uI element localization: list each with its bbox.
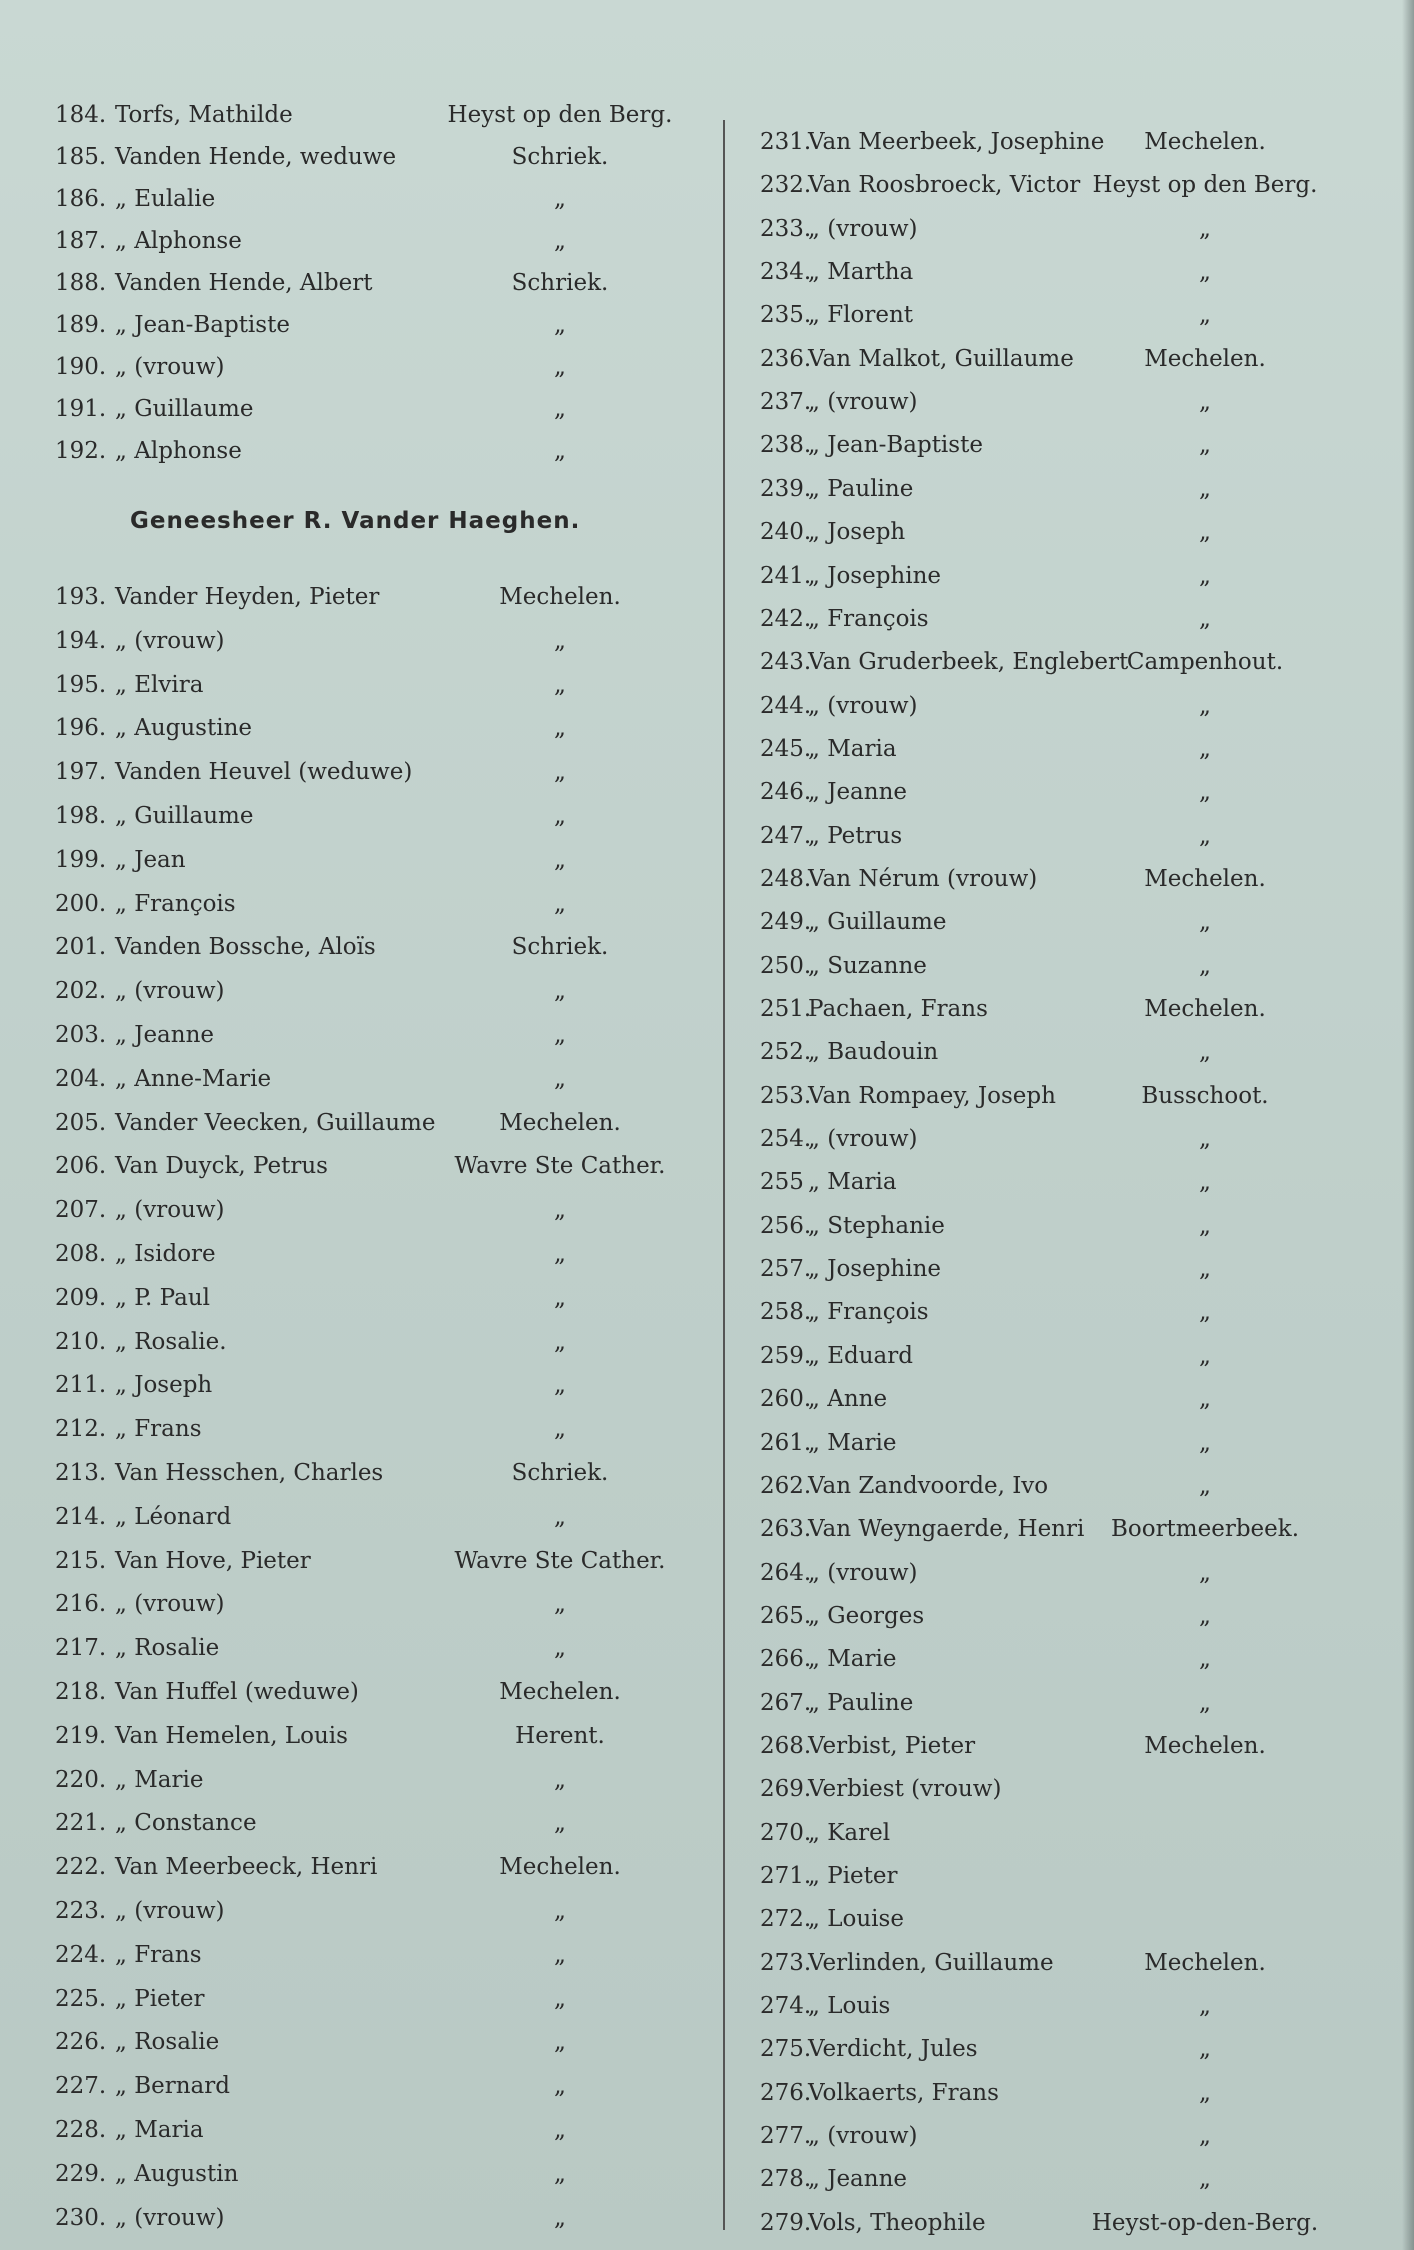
entry-place: „ [554, 312, 566, 338]
entry-number: 234. [760, 259, 812, 286]
entry-name: „ Eulalie [115, 186, 216, 212]
entry-number: 246. [760, 779, 812, 806]
entry-name: „ (vrouw) [808, 215, 918, 242]
entry-number: 238. [760, 432, 812, 459]
entry-name: „ Josephine [808, 562, 942, 589]
entry-name: „ Eduard [808, 1342, 913, 1369]
entry-place: „ [1199, 822, 1211, 849]
entry-name: „ Karel [808, 1819, 891, 1846]
entry-place: „ [1199, 1646, 1211, 1673]
entry-place: „ [1199, 562, 1211, 589]
entry-number: 216. [55, 1591, 107, 1618]
entry-number: 235. [760, 302, 812, 329]
entry-number: 263. [760, 1516, 812, 1543]
entry-place: „ [554, 1022, 566, 1048]
entry-name: „ Rosalie [115, 1635, 220, 1662]
entry-name: Van Huffel (weduwe) [115, 1679, 359, 1705]
entry-name: „ Pieter [808, 1863, 898, 1889]
entry-name: „ (vrouw) [808, 389, 918, 416]
entry-name: Pachaen, Frans [808, 996, 988, 1022]
entry-name: „ Pauline [808, 475, 914, 502]
entry-place: „ [1199, 1689, 1211, 1716]
entry-name: „ Jean-Baptiste [808, 432, 983, 459]
entry-name: „ Anne [808, 1386, 888, 1413]
entry-place: Schriek. [511, 144, 609, 170]
entry-place: Wavre Ste Cather. [454, 1153, 666, 1180]
entry-place: Campenhout. [1126, 649, 1284, 676]
entry-place: „ [554, 2160, 566, 2187]
entry-number: 194. [55, 627, 107, 654]
entry-place: Mechelen. [499, 1109, 621, 1136]
entry-place: „ [554, 1810, 566, 1837]
entry-number: 187. [55, 228, 107, 254]
entry-name: „ P. Paul [115, 1284, 210, 1311]
entry-place: „ [554, 978, 566, 1005]
entry-name: „ Pauline [808, 1689, 914, 1716]
entry-place: „ [554, 1065, 566, 1092]
entry-place: Schriek. [511, 1460, 609, 1486]
entry-name: „ Léonard [115, 1503, 232, 1530]
entry-name: Van Malkot, Guillaume [808, 345, 1074, 372]
entry-place: Busschoot. [1141, 1082, 1269, 1109]
entry-number: 190. [55, 354, 107, 380]
entry-number: 219. [55, 1722, 107, 1749]
entry-number: 244. [760, 692, 812, 719]
entry-number: 253. [760, 1082, 812, 1109]
entry-name: „ Martha [808, 259, 914, 286]
entry-name: Van Hove, Pieter [115, 1547, 311, 1574]
entry-number: 252. [760, 1039, 812, 1066]
entry-number: 202. [55, 978, 107, 1005]
entry-number: 199. [55, 846, 107, 873]
entry-place: Mechelen. [1144, 1949, 1266, 1976]
entry-place: „ [1199, 1429, 1211, 1456]
entry-name: Van Zandvoorde, Ivo [808, 1472, 1049, 1499]
entry-number: 250. [760, 952, 812, 979]
entry-name: „ Pieter [115, 1985, 205, 2012]
entry-place: „ [554, 627, 566, 654]
entry-place: „ [1199, 259, 1211, 286]
entry-number: 249. [760, 909, 812, 936]
entry-number: 225. [55, 1985, 107, 2012]
entry-place: „ [1199, 1472, 1211, 1499]
entry-name: Vanden Heuvel (weduwe) [115, 759, 413, 786]
entry-place: Mechelen. [1144, 865, 1266, 892]
entry-place: „ [1199, 475, 1211, 502]
entry-name: „ François [115, 890, 236, 917]
entry-number: 272. [760, 1906, 812, 1933]
entry-place: „ [554, 1898, 566, 1924]
entry-place: Schriek. [511, 270, 609, 296]
entry-name: „ (vrouw) [115, 1591, 225, 1618]
entry-place: „ [554, 803, 566, 829]
entry-number: 257. [760, 1256, 812, 1283]
entry-name: „ (vrouw) [808, 692, 918, 719]
column-divider [723, 120, 725, 2230]
entry-place: „ [554, 186, 566, 212]
entry-place: „ [554, 1591, 566, 1618]
entry-place: „ [554, 759, 566, 786]
entry-name: „ Josephine [808, 1256, 942, 1283]
entry-name: „ Guillaume [115, 396, 254, 422]
entry-number: 228. [55, 2117, 107, 2143]
entry-place: „ [554, 2073, 566, 2100]
entry-place: „ [1199, 1299, 1211, 1326]
entry-number: 192. [55, 438, 107, 464]
entry-place: „ [554, 1985, 566, 2012]
entry-place: Heyst op den Berg. [447, 102, 673, 128]
entry-name: „ Anne-Marie [115, 1065, 272, 1092]
entry-number: 226. [55, 2029, 107, 2056]
entry-name: Van Duyck, Petrus [115, 1153, 328, 1180]
entry-place: „ [554, 1197, 566, 1224]
entry-name: „ Maria [808, 735, 897, 762]
entry-name: „ Maria [808, 1169, 897, 1196]
entry-place: „ [554, 1635, 566, 1662]
entry-name: Van Roosbroeck, Victor [808, 172, 1081, 199]
entry-number: 207. [55, 1197, 107, 1224]
entry-number: 224. [55, 1941, 107, 1968]
entry-name: „ Maria [115, 2117, 204, 2143]
entry-number: 186. [55, 186, 107, 212]
entry-name: „ Joseph [808, 519, 906, 546]
entry-name: „ Jean [115, 846, 186, 873]
entry-name: Verbiest (vrouw) [808, 1776, 1002, 1803]
entry-place: „ [1199, 1169, 1211, 1196]
entry-name: Van Meerbeeck, Henri [115, 1854, 378, 1881]
entry-place: „ [1199, 519, 1211, 546]
entry-number: 273. [760, 1949, 812, 1976]
entry-number: 259. [760, 1342, 812, 1369]
entry-name: Vols, Theophile [808, 2209, 986, 2236]
entry-number: 255 [760, 1169, 804, 1196]
entry-place: „ [1199, 389, 1211, 416]
entry-number: 185. [55, 144, 107, 170]
entry-place: „ [554, 1766, 566, 1793]
entry-name: „ Jean-Baptiste [115, 312, 290, 338]
entry-name: „ Marie [808, 1429, 897, 1456]
entry-place: „ [554, 1284, 566, 1311]
entry-name: „ François [808, 605, 929, 632]
entry-name: „ Elvira [115, 671, 204, 698]
entry-place: „ [1199, 1993, 1211, 2020]
entry-place: „ [1199, 2123, 1211, 2150]
entry-place: „ [1199, 1126, 1211, 1153]
entry-number: 184. [55, 102, 107, 128]
entry-name: „ Stephanie [808, 1212, 945, 1239]
entry-name: „ Marie [115, 1766, 204, 1793]
entry-name: „ Georges [808, 1602, 925, 1629]
entry-number: 217. [55, 1635, 107, 1662]
entry-place: „ [1199, 909, 1211, 936]
entry-number: 193. [55, 584, 107, 610]
entry-place: Herent. [515, 1722, 605, 1749]
entry-name: Vander Heyden, Pieter [115, 584, 380, 610]
entry-number: 241. [760, 562, 812, 589]
entry-place: „ [554, 1941, 566, 1968]
entry-place: Heyst op den Berg. [1092, 172, 1318, 199]
entry-name: Van Weyngaerde, Henri [808, 1516, 1085, 1543]
entry-place: „ [1199, 2166, 1211, 2193]
entry-number: 277. [760, 2123, 812, 2150]
entry-number: 196. [55, 715, 107, 742]
entry-number: 191. [55, 396, 107, 422]
entry-number: 222. [55, 1854, 107, 1881]
entry-number: 237. [760, 389, 812, 416]
entry-name: „ Louis [808, 1993, 891, 2020]
entry-number: 204. [55, 1065, 107, 1092]
entry-number: 258. [760, 1299, 812, 1326]
entry-number: 247. [760, 822, 812, 849]
entry-number: 201. [55, 934, 107, 961]
entry-place: „ [1199, 1386, 1211, 1413]
entry-number: 218. [55, 1679, 107, 1705]
entry-number: 260. [760, 1386, 812, 1413]
entry-place: „ [1199, 302, 1211, 329]
entry-place: „ [1199, 1559, 1211, 1586]
entry-number: 274. [760, 1993, 812, 2020]
entry-name: Van Meerbeek, Josephine [808, 129, 1105, 155]
entry-place: Mechelen. [1144, 129, 1266, 155]
entry-place: „ [554, 1416, 566, 1443]
entry-number: 242. [760, 605, 812, 632]
entry-number: 230. [55, 2204, 107, 2231]
entry-place: „ [1199, 2036, 1211, 2063]
entry-place: Mechelen. [1144, 1732, 1266, 1759]
entry-name: „ (vrouw) [808, 2123, 918, 2150]
entry-name: Vanden Bossche, Aloïs [115, 934, 376, 961]
entry-place: „ [1199, 1342, 1211, 1369]
entry-number: 203. [55, 1022, 107, 1048]
entry-place: „ [554, 1241, 566, 1267]
entry-place: Wavre Ste Cather. [454, 1547, 666, 1574]
entry-name: „ Augustin [115, 2160, 239, 2187]
entry-number: 251. [760, 996, 812, 1022]
entry-number: 275. [760, 2036, 812, 2063]
entry-place: Heyst-op-den-Berg. [1091, 2209, 1319, 2236]
entry-name: „ Jeanne [808, 2166, 908, 2193]
entry-name: „ Constance [115, 1810, 257, 1837]
entry-name: „ Marie [808, 1646, 897, 1673]
entry-place: „ [1199, 605, 1211, 632]
entry-name: „ François [808, 1299, 929, 1326]
entry-name: Volkaerts, Frans [808, 2079, 999, 2106]
entry-number: 233. [760, 215, 812, 242]
entry-number: 267. [760, 1689, 812, 1716]
entry-place: „ [554, 2029, 566, 2056]
entry-place: Mechelen. [1144, 996, 1266, 1022]
entry-number: 236. [760, 345, 812, 372]
entry-name: Verlinden, Guillaume [808, 1949, 1054, 1976]
entry-name: „ Guillaume [808, 909, 947, 936]
entry-name: „ (vrouw) [115, 354, 225, 380]
entry-number: 211. [55, 1372, 107, 1399]
entry-place: „ [554, 1328, 566, 1355]
entry-place: Mechelen. [499, 1679, 621, 1705]
entry-place: „ [554, 1372, 566, 1399]
entry-name: Van Hemelen, Louis [115, 1722, 348, 1749]
entry-place: „ [1199, 1602, 1211, 1629]
entry-place: „ [554, 354, 566, 380]
entry-number: 266. [760, 1646, 812, 1673]
entry-number: 240. [760, 519, 812, 546]
entry-number: 248. [760, 865, 812, 892]
entry-name: Verdicht, Jules [808, 2036, 978, 2063]
entry-name: „ Rosalie. [115, 1328, 227, 1355]
entry-number: 195. [55, 671, 107, 698]
entry-name: „ (vrouw) [115, 2204, 225, 2231]
entry-number: 215. [55, 1547, 107, 1574]
entry-number: 268. [760, 1732, 812, 1759]
entry-name: Vanden Hende, weduwe [115, 144, 397, 170]
entry-place: „ [1199, 432, 1211, 459]
entry-name: „ (vrouw) [115, 1197, 225, 1224]
entry-place: „ [1199, 735, 1211, 762]
entry-name: Van Nérum (vrouw) [808, 865, 1038, 892]
entry-number: 265. [760, 1602, 812, 1629]
entry-name: „ Frans [115, 1416, 202, 1443]
entry-number: 262. [760, 1472, 812, 1499]
entry-name: „ Bernard [115, 2073, 230, 2100]
entry-number: 208. [55, 1241, 107, 1267]
entry-number: 209. [55, 1284, 107, 1311]
entry-name: „ Suzanne [808, 952, 927, 979]
entry-number: 189. [55, 312, 107, 338]
entry-number: 231. [760, 129, 812, 155]
entry-number: 212. [55, 1416, 107, 1443]
entry-number: 278. [760, 2166, 812, 2193]
entry-name: „ Augustine [115, 715, 253, 742]
entry-number: 232. [760, 172, 812, 199]
entry-name: Van Hesschen, Charles [115, 1460, 384, 1486]
entry-name: „ Petrus [808, 822, 903, 849]
entry-number: 223. [55, 1898, 107, 1924]
entry-name: „ Joseph [115, 1372, 213, 1399]
entry-name: „ Florent [808, 302, 914, 329]
entry-name: „ Jeanne [808, 779, 908, 806]
entry-name: „ (vrouw) [115, 627, 225, 654]
entry-number: 210. [55, 1328, 107, 1355]
entry-number: 220. [55, 1766, 107, 1793]
entry-place: „ [554, 715, 566, 742]
entry-name: „ Frans [115, 1941, 202, 1968]
entry-place: Mechelen. [1144, 345, 1266, 372]
entry-name: „ (vrouw) [115, 978, 225, 1005]
entry-place: „ [1199, 952, 1211, 979]
entry-number: 213. [55, 1460, 107, 1486]
entry-number: 245. [760, 735, 812, 762]
entry-place: „ [1199, 1039, 1211, 1066]
entry-place: „ [1199, 215, 1211, 242]
entry-place: „ [554, 2117, 566, 2143]
entry-place: „ [554, 396, 566, 422]
entry-place: Mechelen. [499, 584, 621, 610]
entry-name: Vander Veecken, Guillaume [115, 1109, 436, 1136]
entry-number: 227. [55, 2073, 107, 2100]
entry-place: „ [554, 438, 566, 464]
entry-number: 229. [55, 2160, 107, 2187]
entry-place: Boortmeerbeek. [1110, 1516, 1300, 1543]
entry-name: „ Alphonse [115, 228, 242, 254]
entry-place: „ [554, 671, 566, 698]
entry-name: „ Guillaume [115, 803, 254, 829]
entry-number: 243. [760, 649, 812, 676]
entry-number: 270. [760, 1819, 812, 1846]
entry-number: 276. [760, 2079, 812, 2106]
entry-place: Schriek. [511, 934, 609, 961]
entry-number: 198. [55, 803, 107, 829]
entry-place: Mechelen. [499, 1854, 621, 1881]
entry-place: „ [554, 1503, 566, 1530]
entry-number: 200. [55, 890, 107, 917]
entry-name: „ (vrouw) [808, 1126, 918, 1153]
entry-place: „ [1199, 2079, 1211, 2106]
page-edge-shadow [1402, 0, 1414, 2250]
entry-name: Van Rompaey, Joseph [808, 1082, 1056, 1109]
entry-name: „ Alphonse [115, 438, 242, 464]
entry-name: Verbist, Pieter [808, 1732, 976, 1759]
entry-number: 239. [760, 475, 812, 502]
entry-place: „ [1199, 692, 1211, 719]
entry-place: „ [554, 890, 566, 917]
entry-name: „ Isidore [115, 1241, 216, 1267]
entry-number: 279. [760, 2209, 812, 2236]
entry-name: „ Baudouin [808, 1039, 939, 1066]
entry-number: 206. [55, 1153, 107, 1180]
entry-place: „ [554, 228, 566, 254]
entry-place: „ [1199, 779, 1211, 806]
entry-place: „ [554, 846, 566, 873]
entry-name: Vanden Hende, Albert [115, 270, 373, 296]
entry-number: 254. [760, 1126, 812, 1153]
entry-number: 256. [760, 1212, 812, 1239]
entry-name: „ Rosalie [115, 2029, 220, 2056]
entry-place: „ [1199, 1256, 1211, 1283]
entry-name: „ Louise [808, 1906, 904, 1933]
entry-number: 261. [760, 1429, 812, 1456]
entry-number: 271. [760, 1863, 812, 1889]
entry-name: „ (vrouw) [808, 1559, 918, 1586]
entry-number: 188. [55, 270, 107, 296]
entry-number: 221. [55, 1810, 107, 1837]
entry-name: „ (vrouw) [115, 1898, 225, 1924]
entry-number: 205. [55, 1109, 107, 1136]
entry-number: 269. [760, 1776, 812, 1803]
entry-number: 197. [55, 759, 107, 786]
entry-name: Torfs, Mathilde [115, 102, 293, 128]
section-heading: Geneesheer R. Vander Haeghen. [130, 508, 581, 534]
entry-place: „ [554, 2204, 566, 2231]
entry-number: 264. [760, 1559, 812, 1586]
entry-name: Van Gruderbeek, Englebert [808, 649, 1129, 676]
entry-place: „ [1199, 1212, 1211, 1239]
entry-number: 214. [55, 1503, 107, 1530]
entry-name: „ Jeanne [115, 1022, 215, 1048]
